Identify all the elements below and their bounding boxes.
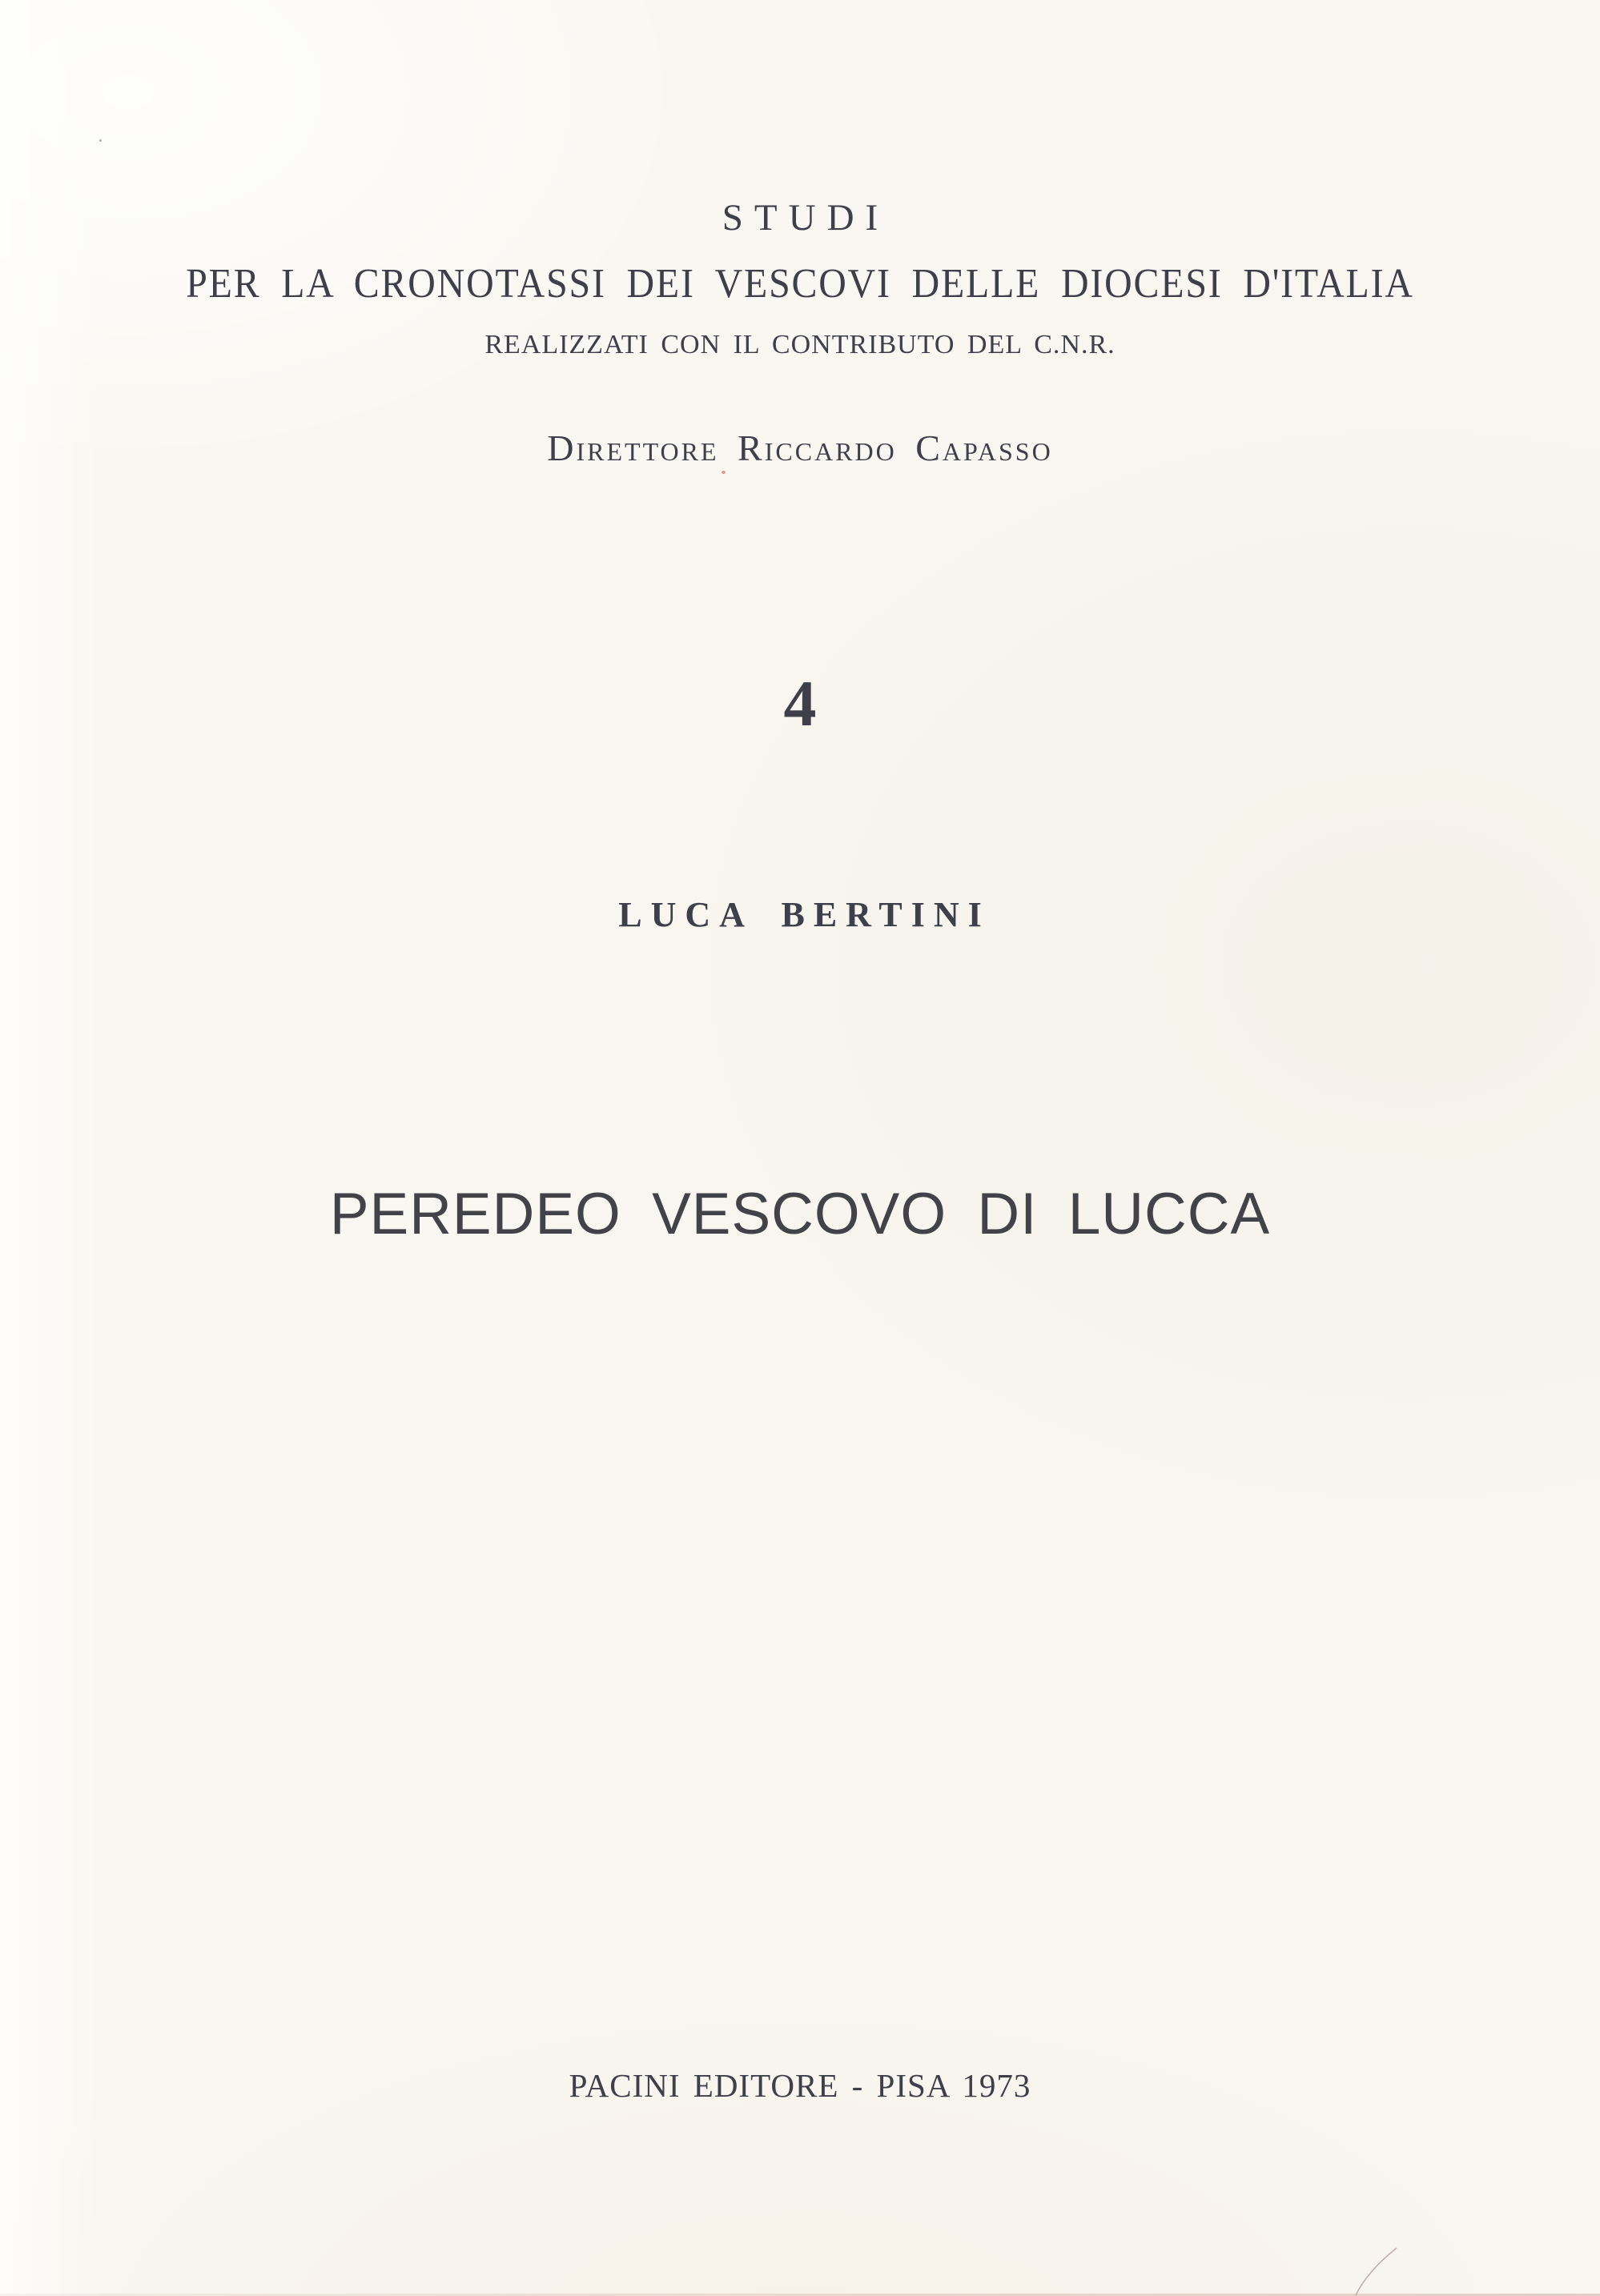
series-title: STUDI	[722, 197, 890, 239]
book-title: PEREDEO VESCOVO DI LUCCA	[329, 1182, 1271, 1246]
publisher-imprint: PACINI EDITORE - PISA 1973	[569, 2067, 1031, 2104]
scan-speck-gray	[99, 139, 102, 142]
volume-number: 4	[783, 667, 817, 740]
series-subtitle: PER LA CRONOTASSI DEI VESCOVI DELLE DIOCESI D'ITALIA	[186, 261, 1414, 307]
scan-hair-artifact	[1353, 2246, 1403, 2296]
director-line: Direttore Riccardo Capasso	[547, 427, 1053, 468]
scan-speck-red	[722, 471, 726, 474]
funding-note: REALIZZATI CON IL CONTRIBUTO DEL C.N.R.	[484, 330, 1116, 359]
author-name: LUCA BERTINI	[618, 895, 991, 934]
